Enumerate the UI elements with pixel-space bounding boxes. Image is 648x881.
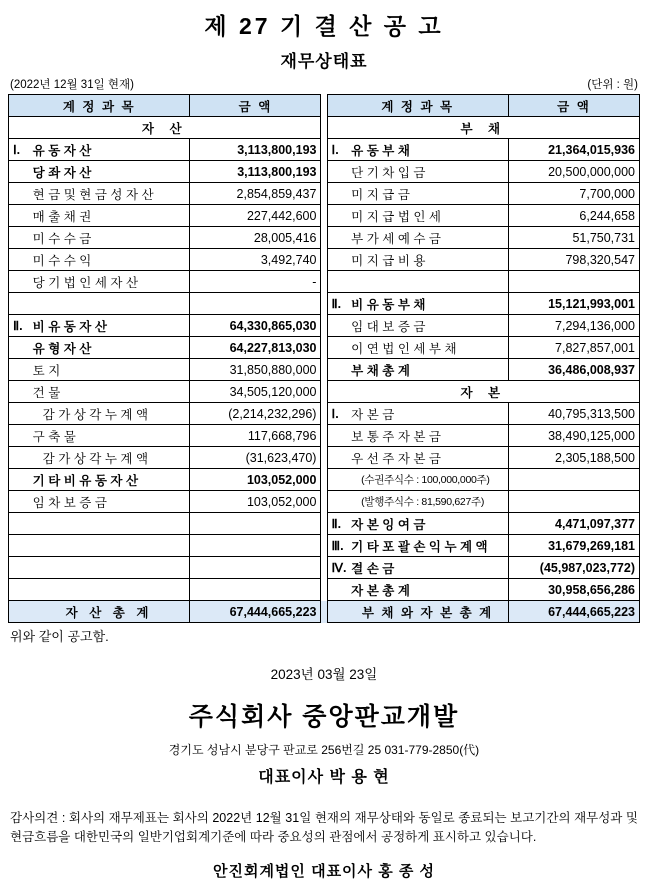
account-name: (발행주식수 : 81,590,627주) <box>347 491 508 513</box>
amount-cell: 4,471,097,377 <box>508 513 639 535</box>
row-number <box>9 271 29 293</box>
totals-row <box>9 601 640 623</box>
amount-cell: 2,305,188,500 <box>508 447 639 469</box>
amount-cell: 34,505,120,000 <box>190 381 321 403</box>
account-name <box>29 579 190 601</box>
amount-cell <box>190 579 321 601</box>
row-number: Ⅱ. <box>327 513 347 535</box>
table-row <box>9 271 640 293</box>
row-number <box>9 249 29 271</box>
table-row <box>9 491 640 513</box>
account-name: 자 본 총 계 <box>347 579 508 601</box>
row-number <box>9 205 29 227</box>
row-number <box>9 381 29 403</box>
account-name: 토 지 <box>29 359 190 381</box>
table-header-row <box>9 95 640 117</box>
table-row <box>9 315 640 337</box>
row-number <box>327 205 347 227</box>
table-row <box>9 337 640 359</box>
account-name: (수권주식수 : 100,000,000주) <box>347 469 508 491</box>
amount-cell: 21,364,015,936 <box>508 139 639 161</box>
amount-cell: 6,244,658 <box>508 205 639 227</box>
amount-cell: (2,214,232,296) <box>190 403 321 425</box>
account-name: 기 타 포 괄 손 익 누 계 액 <box>347 535 508 557</box>
row-number: Ⅳ. <box>327 557 347 579</box>
row-number <box>327 469 347 491</box>
table-row <box>9 205 640 227</box>
row-number: Ⅰ. <box>327 139 347 161</box>
account-name: 유 형 자 산 <box>29 337 190 359</box>
table-row <box>9 183 640 205</box>
total-liab-equity-label: 부 채 와 자 본 총 계 <box>347 601 508 623</box>
row-number <box>327 491 347 513</box>
as-of-date: (2022년 12월 31일 현재) <box>10 79 134 91</box>
account-name: 감 가 상 각 누 계 액 <box>29 403 190 425</box>
assets-section-label: 자 산 <box>9 117 321 139</box>
audit-opinion: 감사의견 : 회사의 재무제표는 회사의 2022년 12월 31일 현재의 재무상태와 동일로 종료되는 보고기간의 재무성과 및 현금흐름을 대한민국의 일반기업회계기준에 따라 중요성의 관점에서 공정하게 표시하고 있습니다. <box>10 811 638 845</box>
amount-cell: 51,750,731 <box>508 227 639 249</box>
account-name <box>29 513 190 535</box>
header-amount-left: 금 액 <box>190 95 321 117</box>
header-account-right: 계 정 과 목 <box>327 95 508 117</box>
row-number <box>9 227 29 249</box>
header-amount-right: 금 액 <box>508 95 639 117</box>
amount-cell: 103,052,000 <box>190 469 321 491</box>
amount-cell: 3,113,800,193 <box>190 161 321 183</box>
amount-cell: 3,113,800,193 <box>190 139 321 161</box>
row-number <box>9 337 29 359</box>
total-liab-equity-amount: 67,444,665,223 <box>508 601 639 623</box>
closing-note: 위와 같이 공고함. <box>10 629 109 644</box>
account-name: 부 가 세 예 수 금 <box>347 227 508 249</box>
row-number <box>327 227 347 249</box>
account-name: 미 지 급 금 <box>347 183 508 205</box>
company-name: 주식회사 중앙판교개발 <box>188 703 460 731</box>
row-number <box>9 535 29 557</box>
table-row <box>9 513 640 535</box>
account-name: 단 기 차 입 금 <box>347 161 508 183</box>
amount-cell: 798,320,547 <box>508 249 639 271</box>
unit-label: (단위 : 원) <box>587 79 638 91</box>
account-name: 자 본 금 <box>347 403 508 425</box>
table-row <box>9 161 640 183</box>
row-number <box>9 601 29 623</box>
liabilities-section-label: 부 채 <box>327 117 639 139</box>
account-name: 보 통 주 자 본 금 <box>347 425 508 447</box>
amount-cell: 31,679,269,181 <box>508 535 639 557</box>
row-number <box>327 249 347 271</box>
statement-meta <box>8 76 640 94</box>
amount-cell <box>508 271 639 293</box>
row-number: Ⅰ. <box>327 403 347 425</box>
amount-cell: 7,827,857,001 <box>508 337 639 359</box>
amount-cell: (45,987,023,772) <box>508 557 639 579</box>
amount-cell <box>190 293 321 315</box>
row-number <box>9 183 29 205</box>
row-number <box>9 359 29 381</box>
amount-cell: 117,668,796 <box>190 425 321 447</box>
account-name: 미 지 급 비 용 <box>347 249 508 271</box>
amount-cell: 3,492,740 <box>190 249 321 271</box>
row-number <box>327 337 347 359</box>
table-row <box>9 227 640 249</box>
account-name: 매 출 채 권 <box>29 205 190 227</box>
table-row <box>9 425 640 447</box>
amount-cell: 28,005,416 <box>190 227 321 249</box>
page-title: 제 27 기 결 산 공 고 <box>204 13 444 39</box>
table-row <box>9 447 640 469</box>
row-number: Ⅰ. <box>9 139 29 161</box>
account-name: 미 지 급 법 인 세 <box>347 205 508 227</box>
row-number <box>9 293 29 315</box>
amount-cell: - <box>190 271 321 293</box>
table-row <box>9 535 640 557</box>
account-name: 건 물 <box>29 381 190 403</box>
company-address: 경기도 성남시 분당구 판교로 256번길 25 031-779-2850(代) <box>168 743 480 757</box>
row-number <box>9 447 29 469</box>
account-name <box>347 271 508 293</box>
table-row <box>9 469 640 491</box>
amount-cell: 7,700,000 <box>508 183 639 205</box>
account-name: 기 타 비 유 동 자 산 <box>29 469 190 491</box>
table-row <box>9 557 640 579</box>
header-account-left: 계 정 과 목 <box>9 95 190 117</box>
table-row <box>9 403 640 425</box>
amount-cell: 20,500,000,000 <box>508 161 639 183</box>
amount-cell: 227,442,600 <box>190 205 321 227</box>
table-row <box>9 579 640 601</box>
row-number <box>9 403 29 425</box>
row-number: Ⅲ. <box>327 535 347 557</box>
statement-title: 재무상태표 <box>280 52 368 71</box>
account-name: 부 채 총 계 <box>347 359 508 381</box>
amount-cell: 30,958,656,286 <box>508 579 639 601</box>
amount-cell <box>190 557 321 579</box>
account-name: 유 동 부 채 <box>347 139 508 161</box>
table-row <box>9 139 640 161</box>
account-name: 결 손 금 <box>347 557 508 579</box>
amount-cell: 7,294,136,000 <box>508 315 639 337</box>
account-name <box>29 535 190 557</box>
amount-cell: 64,227,813,030 <box>190 337 321 359</box>
row-number: Ⅱ. <box>9 315 29 337</box>
total-assets-amount: 67,444,665,223 <box>190 601 321 623</box>
row-number <box>9 161 29 183</box>
row-number <box>327 601 347 623</box>
account-name: 구 축 물 <box>29 425 190 447</box>
amount-cell: 31,850,880,000 <box>190 359 321 381</box>
amount-cell: 40,795,313,500 <box>508 403 639 425</box>
amount-cell: 2,854,859,437 <box>190 183 321 205</box>
row-number <box>9 425 29 447</box>
account-name: 감 가 상 각 누 계 액 <box>29 447 190 469</box>
row-number <box>327 425 347 447</box>
announcement-date: 2023년 03월 23일 <box>270 667 378 682</box>
amount-cell <box>508 469 639 491</box>
account-name: 미 수 수 금 <box>29 227 190 249</box>
equity-section-label: 자 본 <box>327 381 639 403</box>
account-name: 임 대 보 증 금 <box>347 315 508 337</box>
ceo-name: 대표이사 박 용 현 <box>258 769 390 786</box>
table-row <box>9 249 640 271</box>
amount-cell: 36,486,008,937 <box>508 359 639 381</box>
row-number <box>9 557 29 579</box>
amount-cell: 38,490,125,000 <box>508 425 639 447</box>
balance-sheet-table <box>8 94 640 623</box>
total-assets-label: 자 산 총 계 <box>29 601 190 623</box>
row-number <box>327 183 347 205</box>
row-number <box>327 447 347 469</box>
amount-cell <box>508 491 639 513</box>
account-name <box>29 557 190 579</box>
amount-cell: (31,623,470) <box>190 447 321 469</box>
account-name: 비 유 동 부 채 <box>347 293 508 315</box>
account-name: 이 연 법 인 세 부 채 <box>347 337 508 359</box>
account-name: 자 본 잉 여 금 <box>347 513 508 535</box>
row-number <box>9 513 29 535</box>
account-name: 유 동 자 산 <box>29 139 190 161</box>
row-number <box>9 579 29 601</box>
account-name: 우 선 주 자 본 금 <box>347 447 508 469</box>
row-number <box>327 271 347 293</box>
auditor-name: 안진회계법인 대표이사 홍 종 성 <box>212 862 436 880</box>
row-number <box>9 491 29 513</box>
account-name <box>29 293 190 315</box>
account-name: 당 좌 자 산 <box>29 161 190 183</box>
row-number <box>327 161 347 183</box>
row-number <box>327 315 347 337</box>
row-number: Ⅱ. <box>327 293 347 315</box>
table-row <box>9 381 640 403</box>
row-number <box>327 359 347 381</box>
document-page <box>0 8 648 880</box>
table-row <box>9 359 640 381</box>
account-name: 비 유 동 자 산 <box>29 315 190 337</box>
row-number <box>9 469 29 491</box>
row-number <box>327 579 347 601</box>
amount-cell: 15,121,993,001 <box>508 293 639 315</box>
section-label-row <box>9 117 640 139</box>
amount-cell <box>190 513 321 535</box>
amount-cell: 64,330,865,030 <box>190 315 321 337</box>
amount-cell <box>190 535 321 557</box>
table-row <box>9 293 640 315</box>
account-name: 미 수 수 익 <box>29 249 190 271</box>
account-name: 임 차 보 증 금 <box>29 491 190 513</box>
account-name: 현 금 및 현 금 성 자 산 <box>29 183 190 205</box>
amount-cell: 103,052,000 <box>190 491 321 513</box>
account-name: 당 기 법 인 세 자 산 <box>29 271 190 293</box>
